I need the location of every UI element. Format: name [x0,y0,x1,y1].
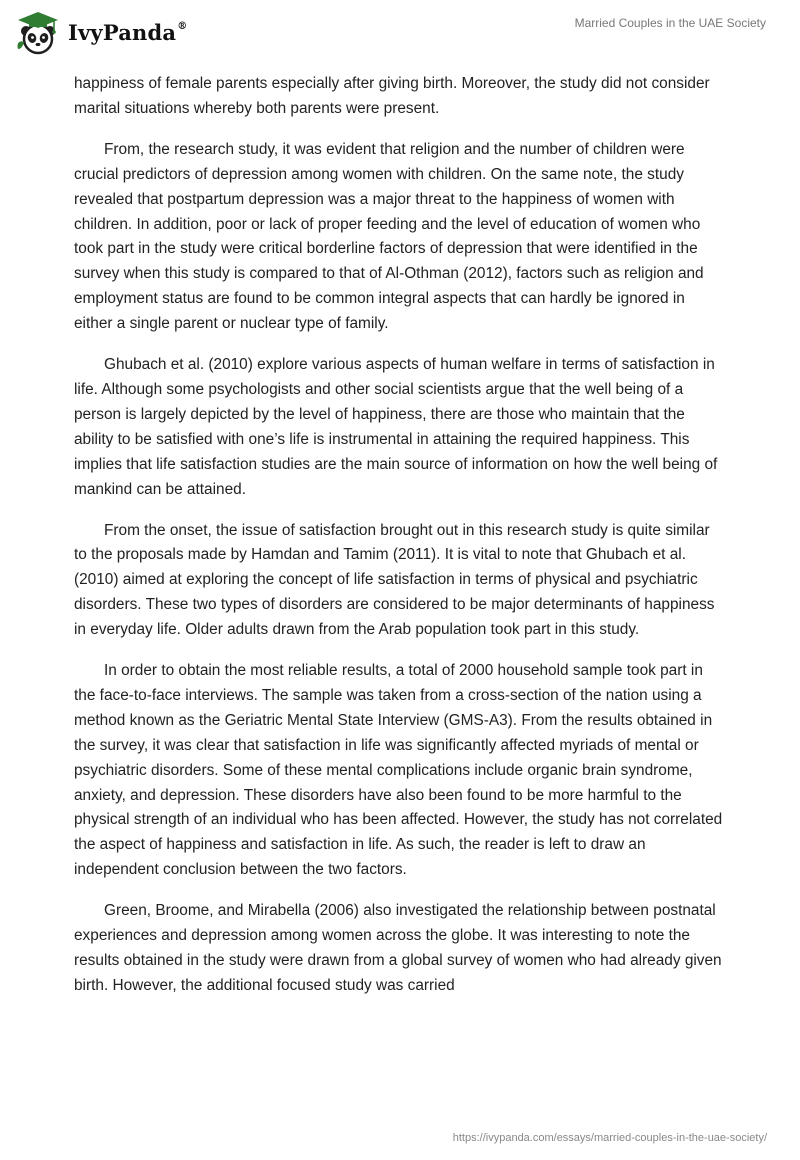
paragraph-continued: happiness of female parents especially after giving birth. Moreover, the study did not consider marital situations whereby both parents were present. [74,75,710,117]
paragraph: In order to obtain the most reliable results, a total of 2000 household sample took part in the face-to-face interviews. The sample was taken from a cross-section of the nation using a method known as the Geriatric Mental State Interview (GMS-A3). From the results obtained in the survey, it was clear that satisfaction in life was significantly affected myriads of mental or psychiatric disorders. Some of these mental complications include organic brain syndrome, anxiety, and depression. These disorders have also been found to be more harmful to the physical strength of an individual who has been affected. However, the study has not correlated the aspect of happiness and satisfaction in life. As such, the reader is left to draw an independent conclusion between the two factors. [74,662,723,879]
logo-wordmark [68,20,187,45]
paragraph: Green, Broome, and Mirabella (2006) also investigated the relationship between postnatal experiences and depression among women across the globe. It was interesting to note the results obtained in the study were drawn from a global survey of women who had already given birth. However, the additional focused study was carried [74,902,722,994]
essay-body [74,72,726,1015]
panda-graduate-icon [14,9,62,57]
ivypanda-logo[interactable] [14,9,204,57]
document-title: Married Couples in the UAE Society [574,16,766,30]
paragraph: Ghubach et al. (2010) explore various aspects of human welfare in terms of satisfaction in life. Although some psychologists and other social scientists argue that the well being of a person is largely depicted by the level of happiness, there are those who maintain that the ability to be satisfied with one’s life is instrumental in attaining the required happiness. This implies that life satisfaction studies are the main source of information on how the well being of mankind can be attained. [74,356,718,498]
page-header [0,0,800,70]
source-url-link[interactable]: https://ivypanda.com/essays/married-couples-in-the-uae-society/ [452,1132,767,1144]
registered-mark: ® [177,21,188,32]
paragraph: From, the research study, it was evident that religion and the number of children were crucial predictors of depression among women with children. On the same note, the study revealed that postpartum depression was a major threat to the happiness of women with children. In addition, poor or lack of proper feeding and the level of education of women who took part in the study were critical borderline factors of depression that were identified in the survey when this study is compared to that of Al-Othman (2012), factors such as religion and employment status are found to be common integral aspects that can hardly be ignored in either a single parent or nuclear type of family. [74,140,704,333]
logo-text: IvyPanda [68,20,177,45]
paragraph: From the onset, the issue of satisfaction brought out in this research study is quite similar to the proposals made by Hamdan and Tamim (2011). It is vital to note that Ghubach et al. (2010) aimed at exploring the concept of life satisfaction in terms of physical and psychiatric disorders. These two types of disorders are considered to be major determinants of happiness in everyday life. Older adults drawn from the Arab population took part in this study. [74,521,715,639]
